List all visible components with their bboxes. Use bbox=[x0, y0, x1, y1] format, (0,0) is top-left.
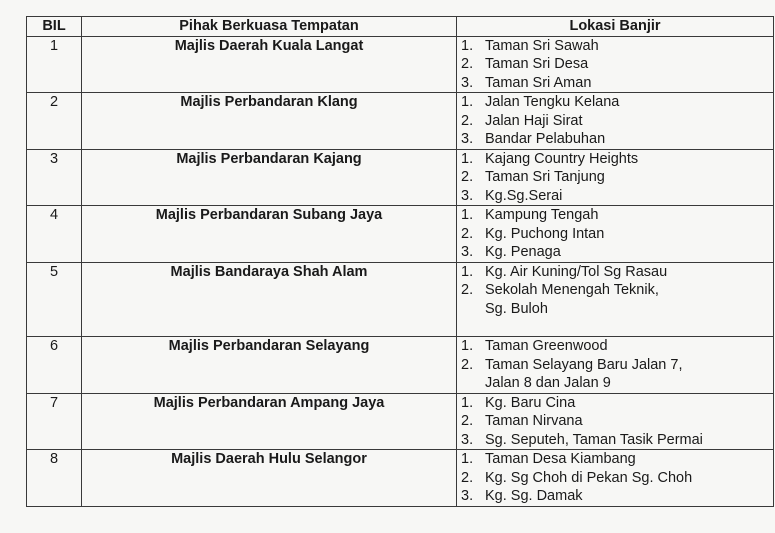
location-list bbox=[457, 394, 773, 450]
location-number: 2. bbox=[461, 225, 474, 242]
location-name: Jalan Tengku Kelana bbox=[485, 94, 620, 110]
location-number: 3. bbox=[461, 488, 474, 504]
location-item bbox=[461, 37, 773, 56]
location-name: Jalan Haji Sirat bbox=[485, 112, 583, 129]
location-name: Kampung Tengah bbox=[485, 207, 599, 223]
location-number: 1. bbox=[461, 94, 474, 110]
location-item bbox=[461, 356, 773, 393]
row-number: 1 bbox=[27, 36, 82, 93]
location-name: Kg.Sg.Serai bbox=[485, 187, 563, 204]
location-name: Kg. Puchong Intan bbox=[485, 225, 605, 242]
location-item bbox=[461, 150, 773, 169]
location-name: Bandar Pelabuhan bbox=[485, 131, 606, 147]
location-number: 1. bbox=[461, 338, 474, 354]
location-number: 3. bbox=[461, 187, 474, 204]
header-bil: BIL bbox=[27, 17, 82, 37]
location-number: 2. bbox=[461, 56, 474, 72]
local-authority-name: Majlis Perbandaran Klang bbox=[82, 93, 457, 150]
location-number: 1. bbox=[461, 150, 474, 167]
table-row bbox=[27, 262, 774, 337]
location-name: Sekolah Menengah Teknik, bbox=[485, 282, 659, 298]
row-number: 8 bbox=[27, 450, 82, 507]
local-authority-name: Majlis Perbandaran Kajang bbox=[82, 149, 457, 206]
location-name: Taman Sri Aman bbox=[485, 74, 592, 91]
table-row bbox=[27, 206, 774, 263]
location-number: 2. bbox=[461, 112, 474, 129]
location-name: Kg. Baru Cina bbox=[485, 394, 576, 411]
flood-locations-cell bbox=[457, 149, 774, 206]
location-item bbox=[461, 469, 773, 488]
table-header bbox=[27, 17, 774, 37]
location-number: 1. bbox=[461, 263, 474, 280]
location-item bbox=[461, 337, 773, 356]
table-row bbox=[27, 450, 774, 507]
location-number: 2. bbox=[461, 282, 474, 298]
location-item bbox=[461, 168, 773, 187]
location-number: 3. bbox=[461, 431, 474, 448]
row-number: 4 bbox=[27, 206, 82, 263]
flood-locations-cell bbox=[457, 93, 774, 150]
location-item bbox=[461, 450, 773, 469]
flood-locations-cell bbox=[457, 337, 774, 394]
flood-locations-cell bbox=[457, 206, 774, 263]
location-item bbox=[461, 394, 773, 413]
location-item bbox=[461, 206, 773, 225]
flood-locations-cell bbox=[457, 393, 774, 450]
table-body bbox=[27, 36, 774, 506]
location-list bbox=[457, 150, 773, 206]
location-number: 3. bbox=[461, 74, 474, 91]
location-item bbox=[461, 487, 773, 506]
location-number: 3. bbox=[461, 244, 474, 260]
row-number: 5 bbox=[27, 262, 82, 337]
location-number: 1. bbox=[461, 394, 474, 411]
location-number: 1. bbox=[461, 451, 474, 467]
location-name: Taman Sri Tanjung bbox=[485, 169, 605, 185]
local-authority-name: Majlis Bandaraya Shah Alam bbox=[82, 262, 457, 337]
table-row bbox=[27, 337, 774, 394]
location-name: Taman Desa Kiambang bbox=[485, 451, 636, 467]
location-list bbox=[457, 93, 773, 149]
location-item bbox=[461, 412, 773, 431]
local-authority-name: Majlis Daerah Hulu Selangor bbox=[82, 450, 457, 507]
header-lokasi-banjir: Lokasi Banjir bbox=[457, 17, 774, 37]
location-name-continued: Sg. Buloh bbox=[485, 300, 548, 317]
location-list bbox=[457, 337, 773, 393]
location-name: Taman Sri Desa bbox=[485, 56, 589, 72]
location-list bbox=[457, 37, 773, 93]
location-list bbox=[457, 450, 773, 506]
flood-location-table bbox=[26, 16, 774, 507]
location-number: 2. bbox=[461, 356, 474, 373]
location-name: Taman Greenwood bbox=[485, 338, 608, 354]
location-number: 3. bbox=[461, 131, 474, 147]
location-name: Taman Selayang Baru Jalan 7, bbox=[485, 356, 683, 373]
local-authority-name: Majlis Daerah Kuala Langat bbox=[82, 36, 457, 93]
location-name: Taman Sri Sawah bbox=[485, 37, 599, 54]
row-number: 7 bbox=[27, 393, 82, 450]
location-item bbox=[461, 281, 773, 318]
location-number: 2. bbox=[461, 169, 474, 185]
flood-locations-cell bbox=[457, 36, 774, 93]
location-item bbox=[461, 74, 773, 93]
location-name: Taman Nirvana bbox=[485, 413, 583, 429]
row-number: 2 bbox=[27, 93, 82, 150]
location-name: Kg. Penaga bbox=[485, 244, 561, 260]
location-name: Kajang Country Heights bbox=[485, 150, 639, 167]
location-item bbox=[461, 93, 773, 112]
location-item bbox=[461, 187, 773, 206]
location-item bbox=[461, 263, 773, 282]
table-row bbox=[27, 36, 774, 93]
location-item bbox=[461, 243, 773, 262]
location-item bbox=[461, 431, 773, 450]
location-name: Kg. Sg Choh di Pekan Sg. Choh bbox=[485, 469, 693, 486]
flood-locations-cell bbox=[457, 450, 774, 507]
local-authority-name: Majlis Perbandaran Ampang Jaya bbox=[82, 393, 457, 450]
header-pihak-berkuasa: Pihak Berkuasa Tempatan bbox=[82, 17, 457, 37]
location-name: Kg. Sg. Damak bbox=[485, 488, 583, 504]
flood-locations-cell bbox=[457, 262, 774, 337]
row-number: 3 bbox=[27, 149, 82, 206]
location-name-continued: Jalan 8 dan Jalan 9 bbox=[485, 375, 611, 391]
location-item bbox=[461, 112, 773, 131]
table-row bbox=[27, 149, 774, 206]
location-number: 1. bbox=[461, 207, 474, 223]
local-authority-name: Majlis Perbandaran Selayang bbox=[82, 337, 457, 394]
location-item bbox=[461, 55, 773, 74]
location-item bbox=[461, 130, 773, 149]
location-number: 1. bbox=[461, 37, 474, 54]
location-list bbox=[457, 263, 773, 319]
row-number: 6 bbox=[27, 337, 82, 394]
location-name: Kg. Air Kuning/Tol Sg Rasau bbox=[485, 263, 668, 280]
table-row bbox=[27, 393, 774, 450]
table-row bbox=[27, 93, 774, 150]
location-name: Sg. Seputeh, Taman Tasik Permai bbox=[485, 431, 703, 448]
header-row bbox=[27, 17, 774, 37]
location-number: 2. bbox=[461, 413, 474, 429]
location-item bbox=[461, 225, 773, 244]
local-authority-name: Majlis Perbandaran Subang Jaya bbox=[82, 206, 457, 263]
location-number: 2. bbox=[461, 469, 474, 486]
location-list bbox=[457, 206, 773, 262]
